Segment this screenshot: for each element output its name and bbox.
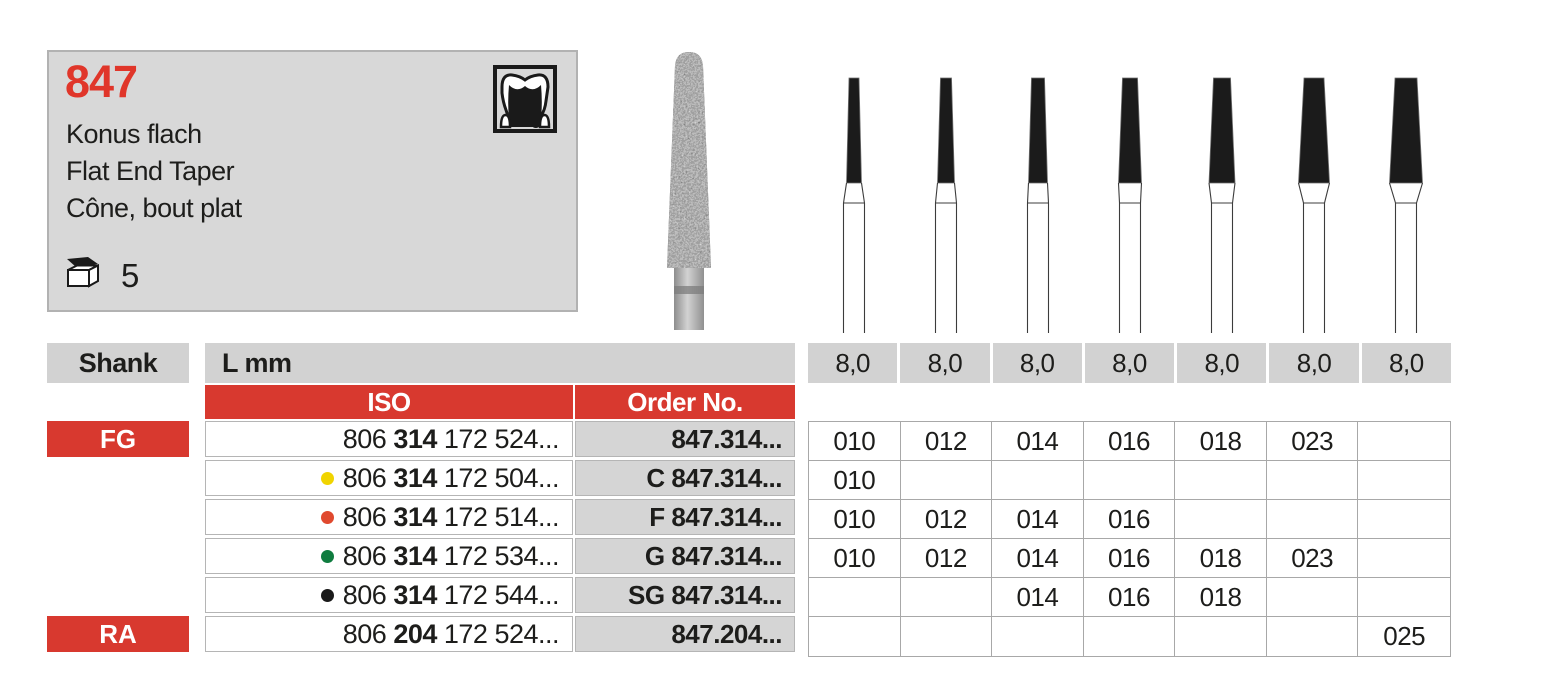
- size-cell: 012: [901, 422, 993, 461]
- size-cell: 010: [809, 422, 901, 461]
- iso-number-part: 806: [342, 618, 387, 649]
- product-names: [66, 116, 242, 227]
- size-cell: [1358, 422, 1450, 461]
- iso-number-bold-part: 314: [393, 579, 437, 610]
- pack-quantity: 5: [121, 257, 140, 294]
- bur-diagram-016: [1109, 76, 1151, 334]
- shank-cell: FG: [47, 421, 189, 457]
- table-row: [47, 421, 795, 457]
- size-cell: 018: [1175, 578, 1267, 617]
- iso-number-bold-part: 204: [393, 618, 437, 649]
- iso-number-part: 172 514...: [443, 501, 559, 532]
- bur-diagram-025: [1385, 76, 1427, 334]
- grit-color-dot: [321, 589, 334, 602]
- length-values-row: [808, 343, 1451, 383]
- size-cell: 016: [1084, 539, 1176, 578]
- bur-photo: [650, 42, 728, 337]
- iso-number-cell: [205, 499, 573, 535]
- bur-diagram-014: [1017, 76, 1059, 334]
- size-cell: 014: [992, 422, 1084, 461]
- iso-number-part: 806: [342, 579, 387, 610]
- grit-color-dot: [321, 472, 334, 485]
- iso-number-part: 806: [342, 501, 387, 532]
- order-no-column-header: Order No.: [575, 385, 795, 419]
- size-cell: 018: [1175, 539, 1267, 578]
- length-value-cell: 8,0: [900, 343, 989, 383]
- order-number-cell: C 847.314...: [575, 460, 795, 496]
- iso-number-bold-part: 314: [393, 462, 437, 493]
- size-cell: 023: [1267, 422, 1359, 461]
- iso-number-cell: [205, 460, 573, 496]
- length-value-cell: 8,0: [808, 343, 897, 383]
- table-row: [47, 460, 795, 496]
- iso-number-bold-part: 314: [393, 501, 437, 532]
- size-cell: 025: [1383, 621, 1426, 651]
- shank-cell: RA: [47, 616, 189, 652]
- size-cell: [1267, 500, 1359, 539]
- size-cell: [1267, 461, 1359, 500]
- size-cell: [1175, 461, 1267, 500]
- iso-number-cell: [205, 577, 573, 613]
- open-box-icon: [64, 255, 104, 297]
- size-cell: [901, 461, 993, 500]
- shank-column-header: Shank: [47, 343, 189, 383]
- size-cell: [1175, 617, 1267, 656]
- size-cell: 010: [809, 461, 901, 500]
- order-number-cell: G 847.314...: [575, 538, 795, 574]
- size-cell: [1358, 461, 1450, 500]
- product-name-en: Flat End Taper: [66, 156, 235, 186]
- order-number-cell: F 847.314...: [575, 499, 795, 535]
- size-cell: 010: [809, 500, 901, 539]
- iso-number-part: 172 524...: [443, 423, 559, 454]
- iso-number-part: 806: [342, 462, 387, 493]
- bur-diagram-012: [925, 76, 967, 334]
- size-cell: 014: [992, 539, 1084, 578]
- size-cell: 023: [1267, 539, 1359, 578]
- length-value-cell: 8,0: [1085, 343, 1174, 383]
- order-number-cell: SG 847.314...: [575, 577, 795, 613]
- bur-diagram-010: [833, 76, 875, 334]
- length-header: L mm: [205, 343, 795, 383]
- table-row: [47, 577, 795, 613]
- size-cell: 018: [1175, 422, 1267, 461]
- table-row: [47, 616, 795, 652]
- length-value-cell: 8,0: [1177, 343, 1266, 383]
- product-name-fr: Cône, bout plat: [66, 193, 242, 223]
- size-cell: 016: [1084, 500, 1176, 539]
- iso-number-bold-part: 314: [393, 423, 437, 454]
- size-cell: 014: [992, 578, 1084, 617]
- iso-number-part: 806: [342, 423, 387, 454]
- size-cell: [901, 578, 993, 617]
- order-number-cell: 847.314...: [575, 421, 795, 457]
- size-cell: [1358, 500, 1450, 539]
- size-cell: [1358, 578, 1450, 617]
- bur-diagram-023: [1293, 76, 1335, 334]
- iso-number-part: 172 544...: [443, 579, 559, 610]
- order-number-cell: 847.204...: [575, 616, 795, 652]
- size-cell: 010: [809, 539, 901, 578]
- iso-number-part: 172 534...: [443, 540, 559, 571]
- product-info-box: [47, 50, 578, 312]
- grit-color-dot: [321, 550, 334, 563]
- size-grid: [808, 421, 1451, 657]
- pack-info: [64, 255, 139, 297]
- size-cell: 012: [901, 500, 993, 539]
- length-value-cell: 8,0: [1269, 343, 1358, 383]
- table-header-row: [205, 385, 795, 419]
- size-cell: 016: [1084, 422, 1176, 461]
- length-value-cell: 8,0: [993, 343, 1082, 383]
- size-cell: [1175, 500, 1267, 539]
- length-value-cell: 8,0: [1362, 343, 1451, 383]
- size-cell: [992, 617, 1084, 656]
- size-cell: 012: [901, 539, 993, 578]
- iso-number-part: 806: [342, 540, 387, 571]
- iso-number-bold-part: 314: [393, 540, 437, 571]
- size-cell: [1358, 539, 1450, 578]
- iso-number-part: 172 524...: [443, 618, 559, 649]
- size-cell: [1267, 617, 1359, 656]
- size-cell: [1084, 617, 1176, 656]
- product-number: 847: [65, 56, 138, 107]
- size-cell: [1084, 461, 1176, 500]
- size-cell: [901, 617, 993, 656]
- size-cell: 016: [1084, 578, 1176, 617]
- product-name-de: Konus flach: [66, 119, 202, 149]
- table-row: [47, 499, 795, 535]
- iso-number-cell: [205, 538, 573, 574]
- size-cell: 014: [992, 500, 1084, 539]
- size-cell: [809, 578, 901, 617]
- size-cell: [1267, 578, 1359, 617]
- iso-number-cell: [205, 616, 573, 652]
- iso-number-part: 172 504...: [443, 462, 559, 493]
- iso-column-header: ISO: [205, 385, 573, 419]
- size-cell: [992, 461, 1084, 500]
- size-cell: [809, 617, 901, 656]
- molar-tooth-icon: [493, 65, 557, 138]
- iso-number-cell: [205, 421, 573, 457]
- table-row: [47, 538, 795, 574]
- grit-color-dot: [321, 511, 334, 524]
- bur-diagram-018: [1201, 76, 1243, 334]
